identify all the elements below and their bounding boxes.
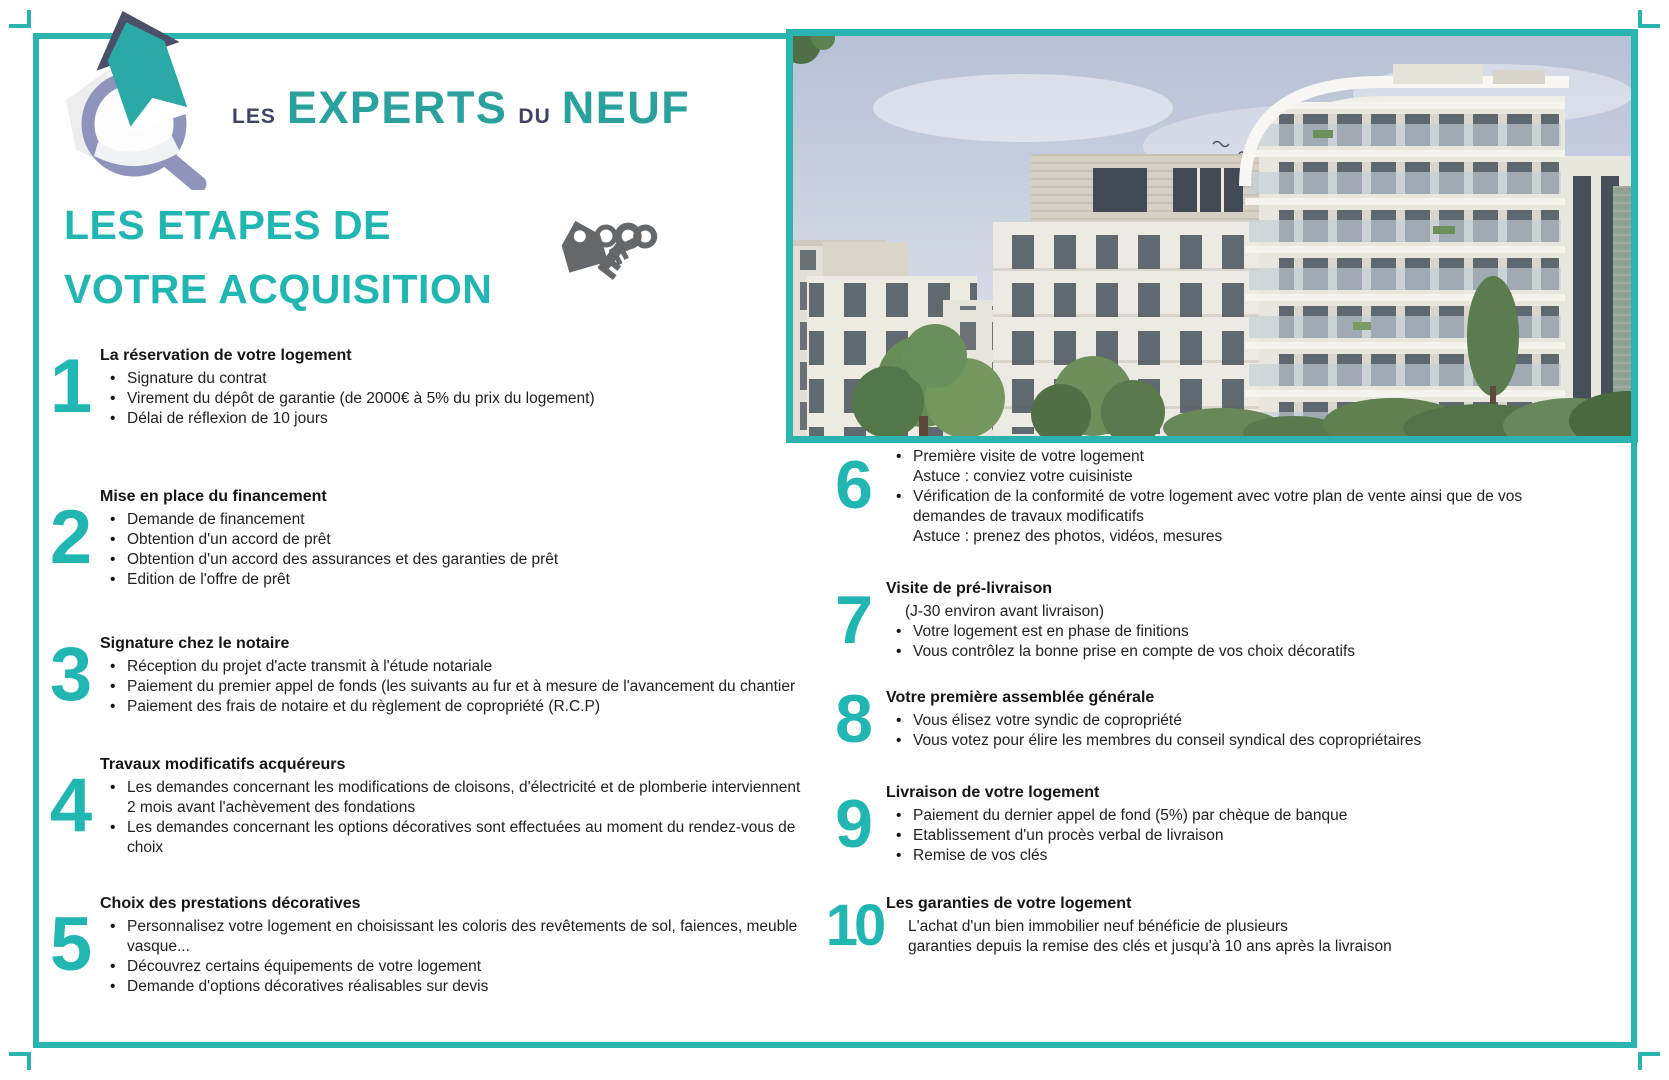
logo-word-du: DU bbox=[518, 105, 551, 128]
bullet-item bbox=[886, 447, 1534, 487]
page-title-line1: LES ETAPES DE bbox=[64, 202, 391, 248]
step-body bbox=[886, 894, 1534, 957]
logo-word-experts: EXPERTS bbox=[286, 82, 508, 133]
bullet-text: Obtention d'un accord de prêt bbox=[127, 531, 331, 548]
step-number: 5 bbox=[49, 902, 93, 988]
step-number: 7 bbox=[835, 581, 873, 658]
corner-mark-top-left bbox=[9, 10, 31, 28]
bullet-item bbox=[100, 677, 802, 697]
bullet-item bbox=[100, 697, 802, 717]
house-keys-icon bbox=[556, 214, 668, 296]
bullet-item bbox=[100, 657, 802, 677]
step-number: 10 bbox=[825, 892, 883, 958]
step-number: 4 bbox=[49, 763, 93, 849]
bullet-text: Vous élisez votre syndic de copropriété bbox=[913, 712, 1182, 729]
step-number: 8 bbox=[835, 680, 873, 757]
steps-right-column bbox=[822, 424, 1534, 957]
bullet-text: Signature du contrat bbox=[127, 370, 267, 387]
logo-word-neuf: NEUF bbox=[561, 82, 691, 133]
step-bullets bbox=[886, 622, 1534, 662]
bullet-item bbox=[886, 731, 1534, 751]
bullet-text: Remise de vos clés bbox=[913, 847, 1048, 864]
step-title: Visite de pré-livraison bbox=[886, 580, 1052, 597]
step-number: 3 bbox=[49, 632, 93, 718]
step-8 bbox=[822, 680, 1534, 757]
step-2 bbox=[42, 487, 802, 590]
bullet-text: Edition de l'offre de prêt bbox=[127, 571, 290, 588]
bullet-text: Paiement du dernier appel de fond (5%) par chèque de banque bbox=[913, 807, 1348, 824]
bullet-text: Les demandes concernant les options décoratives sont effectuées au moment du rendez-vous de choix bbox=[127, 819, 796, 856]
bullet-item bbox=[886, 642, 1534, 662]
step-title: Mise en place du financement bbox=[100, 488, 327, 505]
step-title: Livraison de votre logement bbox=[886, 784, 1100, 801]
step-title: Choix des prestations décoratives bbox=[100, 895, 361, 912]
step-bullets bbox=[886, 711, 1534, 751]
step-title: La réservation de votre logement bbox=[100, 347, 352, 364]
step-title: Votre première assemblée générale bbox=[886, 689, 1155, 706]
magnifier-house-icon bbox=[46, 0, 222, 190]
corner-mark-bottom-left bbox=[9, 1052, 31, 1070]
bullet-text: Paiement du premier appel de fonds (les suivants au fur et à mesure de l'avancement du chantier bbox=[127, 678, 796, 695]
step-1 bbox=[42, 346, 802, 429]
step-body bbox=[100, 487, 802, 590]
step-number: 9 bbox=[835, 785, 873, 862]
step-body bbox=[886, 688, 1534, 751]
step-number: 6 bbox=[835, 446, 873, 523]
step-3 bbox=[42, 634, 802, 717]
step-title: Les garanties de votre logement bbox=[886, 895, 1132, 912]
bullet-text: Vous votez pour élire les membres du conseil syndical des copropriétaires bbox=[913, 732, 1422, 749]
step-9 bbox=[822, 783, 1534, 866]
step-body bbox=[100, 755, 802, 858]
bullet-text: Découvrez certains équipements de votre logement bbox=[127, 958, 482, 975]
bullet-item bbox=[100, 389, 802, 409]
step-body bbox=[886, 579, 1534, 662]
bullet-text: Obtention d'un accord des assurances et des garanties de prêt bbox=[127, 551, 559, 568]
bullet-note: Astuce : conviez votre cuisiniste bbox=[913, 468, 1133, 485]
bullet-text: Demande d'options décoratives réalisables sur devis bbox=[127, 978, 489, 995]
bullet-item bbox=[886, 487, 1534, 547]
bullet-item bbox=[886, 806, 1534, 826]
step-body bbox=[100, 346, 802, 429]
building-photo-illustration bbox=[793, 36, 1631, 436]
bullet-item bbox=[100, 977, 802, 997]
bullet-item bbox=[100, 917, 802, 957]
bullet-text: Délai de réflexion de 10 jours bbox=[127, 410, 328, 427]
corner-mark-bottom-right bbox=[1638, 1052, 1660, 1070]
bullet-item bbox=[100, 530, 802, 550]
step-10 bbox=[822, 894, 1534, 957]
step-body bbox=[100, 634, 802, 717]
bullet-item bbox=[100, 570, 802, 590]
step-bullets bbox=[100, 369, 802, 429]
bullet-item bbox=[100, 409, 802, 429]
step-bullets bbox=[100, 778, 802, 858]
corner-mark-top-right bbox=[1638, 10, 1660, 28]
logo bbox=[46, 0, 698, 190]
step-title: Travaux modificatifs acquéreurs bbox=[100, 756, 346, 773]
bullet-text: Virement du dépôt de garantie (de 2000€ à 5% du prix du logement) bbox=[127, 390, 595, 407]
step-title: Signature chez le notaire bbox=[100, 635, 290, 652]
bullet-text: Vous contrôlez la bonne prise en compte de vos choix décoratifs bbox=[913, 643, 1356, 660]
step-body bbox=[886, 783, 1534, 866]
page-title bbox=[64, 193, 492, 321]
step-number: 1 bbox=[49, 344, 93, 430]
step-subtitle: (J-30 environ avant livraison) bbox=[905, 603, 1105, 620]
building-photo bbox=[786, 29, 1638, 443]
steps-left-column bbox=[42, 346, 802, 997]
step-bullets bbox=[100, 510, 802, 590]
step-7 bbox=[822, 579, 1534, 662]
step-4 bbox=[42, 755, 802, 858]
bullet-text: Les demandes concernant les modifications de cloisons, d'électricité et de plomberie interviennent 2 mois avant l'achèvement des fondations bbox=[127, 779, 801, 816]
step-bullets bbox=[100, 917, 802, 997]
logo-word-les: LES bbox=[232, 105, 276, 128]
step-5 bbox=[42, 894, 802, 997]
step-bullets bbox=[100, 657, 802, 717]
step-body bbox=[100, 894, 802, 997]
bullet-text: Vérification de la conformité de votre logement avec votre plan de vente ainsi que de vos demandes de travaux modificatifs bbox=[913, 488, 1523, 525]
bullet-item bbox=[100, 550, 802, 570]
bullet-note: Astuce : prenez des photos, vidéos, mesures bbox=[913, 528, 1223, 545]
page-title-line2: VOTRE ACQUISITION bbox=[64, 266, 493, 312]
step-paragraph-line: garanties depuis la remise des clés et jusqu'à 10 ans après la livraison bbox=[908, 938, 1392, 955]
bullet-item bbox=[886, 711, 1534, 731]
bullet-item bbox=[100, 510, 802, 530]
bullet-text: Paiement des frais de notaire et du règlement de copropriété (R.C.P) bbox=[127, 698, 600, 715]
logo-wordmark bbox=[226, 78, 698, 140]
bullet-text: Première visite de votre logement bbox=[913, 448, 1144, 465]
step-bullets bbox=[886, 806, 1534, 866]
bullet-text: Etablissement d'un procès verbal de livraison bbox=[913, 827, 1224, 844]
bullet-text: Demande de financement bbox=[127, 511, 305, 528]
bullet-item bbox=[886, 826, 1534, 846]
bullet-text: Votre logement est en phase de finitions bbox=[913, 623, 1189, 640]
step-paragraph-line: L'achat d'un bien immobilier neuf bénéficie de plusieurs bbox=[908, 918, 1288, 935]
bullet-text: Personnalisez votre logement en choisissant les coloris des revêtements de sol, faiences, meuble vasque... bbox=[127, 918, 798, 955]
bullet-item bbox=[100, 778, 802, 818]
bullet-item bbox=[100, 818, 802, 858]
bullet-text: Réception du projet d'acte transmit à l'étude notariale bbox=[127, 658, 493, 675]
bullet-item bbox=[886, 846, 1534, 866]
step-number: 2 bbox=[49, 495, 93, 581]
bullet-item bbox=[886, 622, 1534, 642]
bullet-item bbox=[100, 369, 802, 389]
step-bullets bbox=[886, 447, 1534, 547]
bullet-item bbox=[100, 957, 802, 977]
